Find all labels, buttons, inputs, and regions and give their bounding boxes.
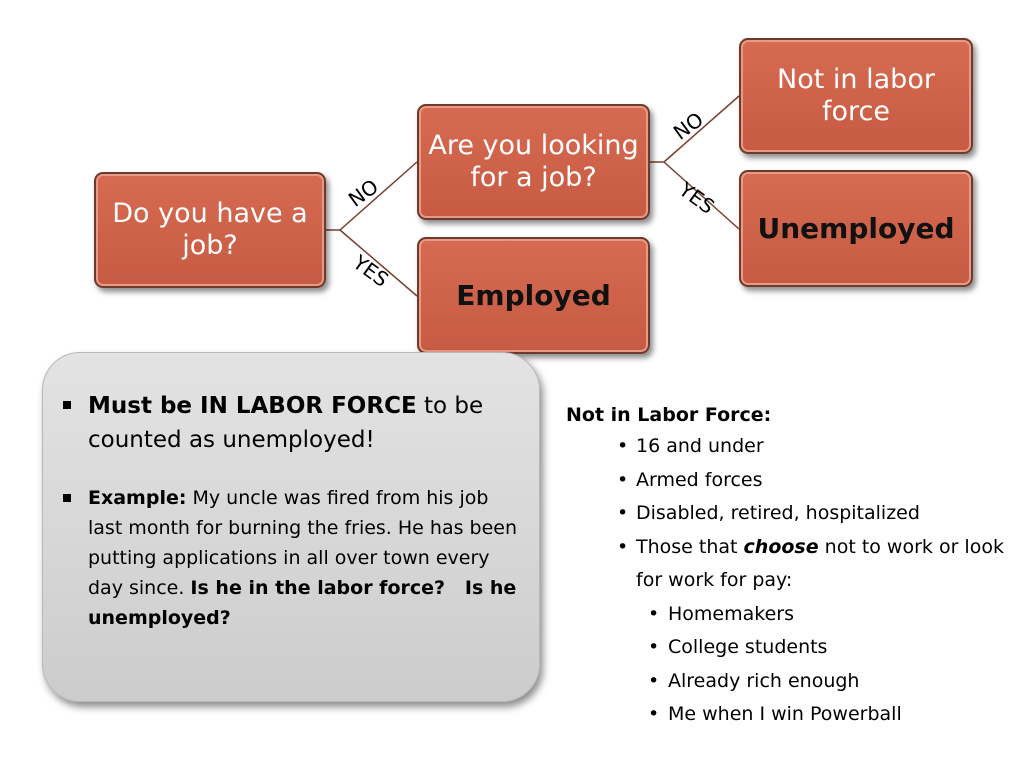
choose-suffix: not to work or look for work for pay: <box>636 535 1004 591</box>
choose-sub-items <box>566 598 1016 732</box>
callout-question-labor-force: Is he in the labor force? <box>190 577 446 599</box>
not-in-labor-force-items <box>566 430 1016 598</box>
edge-label-have-job-no: NO <box>343 174 383 212</box>
node-not-in-labor-force <box>739 38 973 154</box>
node-are-you-looking-for-a-job <box>417 104 650 220</box>
node-are-you-looking-label: Are you looking for a job? <box>428 130 639 193</box>
callout-example-text: My uncle was fired from his job last month for burning the fries. He has been putting applications in all over town every day since. <box>88 487 518 599</box>
square-bullet-icon <box>63 401 71 409</box>
node-employed <box>417 237 650 354</box>
callout-main-bold: Must be IN LABOR FORCE <box>88 393 417 419</box>
not-in-labor-force-list <box>566 400 1016 732</box>
node-unemployed-label: Unemployed <box>757 211 955 245</box>
list-item: • Armed forces <box>566 464 1016 498</box>
callout-example <box>63 483 519 633</box>
node-do-you-have-a-job-label: Do you have a job? <box>112 198 308 261</box>
sub-list-item: • Me when I win Powerball <box>616 698 1016 732</box>
not-in-labor-force-title: Not in Labor Force: <box>566 404 772 426</box>
node-do-you-have-a-job <box>94 172 326 288</box>
list-item: • 16 and under <box>566 430 1016 464</box>
choose-word: choose <box>743 535 819 558</box>
node-unemployed <box>739 170 973 287</box>
callout-question-unemployed: Is he unemployed? <box>88 577 517 629</box>
callout-box <box>42 352 540 702</box>
square-bullet-icon <box>63 494 71 502</box>
edge-label-have-job-yes: YES <box>348 250 394 292</box>
callout-main-rest: to be counted as unemployed! <box>88 393 484 453</box>
edge-label-looking-yes: YES <box>674 177 720 219</box>
sub-list-item: • Homemakers <box>616 598 1016 632</box>
edge-label-looking-no: NO <box>668 107 708 145</box>
callout-example-label: Example: <box>88 487 187 509</box>
choose-prefix: Those that <box>636 535 744 558</box>
sub-list-item: • College students <box>616 631 1016 665</box>
list-item: • Disabled, retired, hospitalized <box>566 497 1016 531</box>
list-item-choose <box>566 531 1016 598</box>
callout-main-point <box>63 389 519 457</box>
sub-list-item: • Already rich enough <box>616 665 1016 699</box>
node-employed-label: Employed <box>456 278 611 312</box>
node-not-in-labor-force-label: Not in labor force <box>777 64 935 127</box>
